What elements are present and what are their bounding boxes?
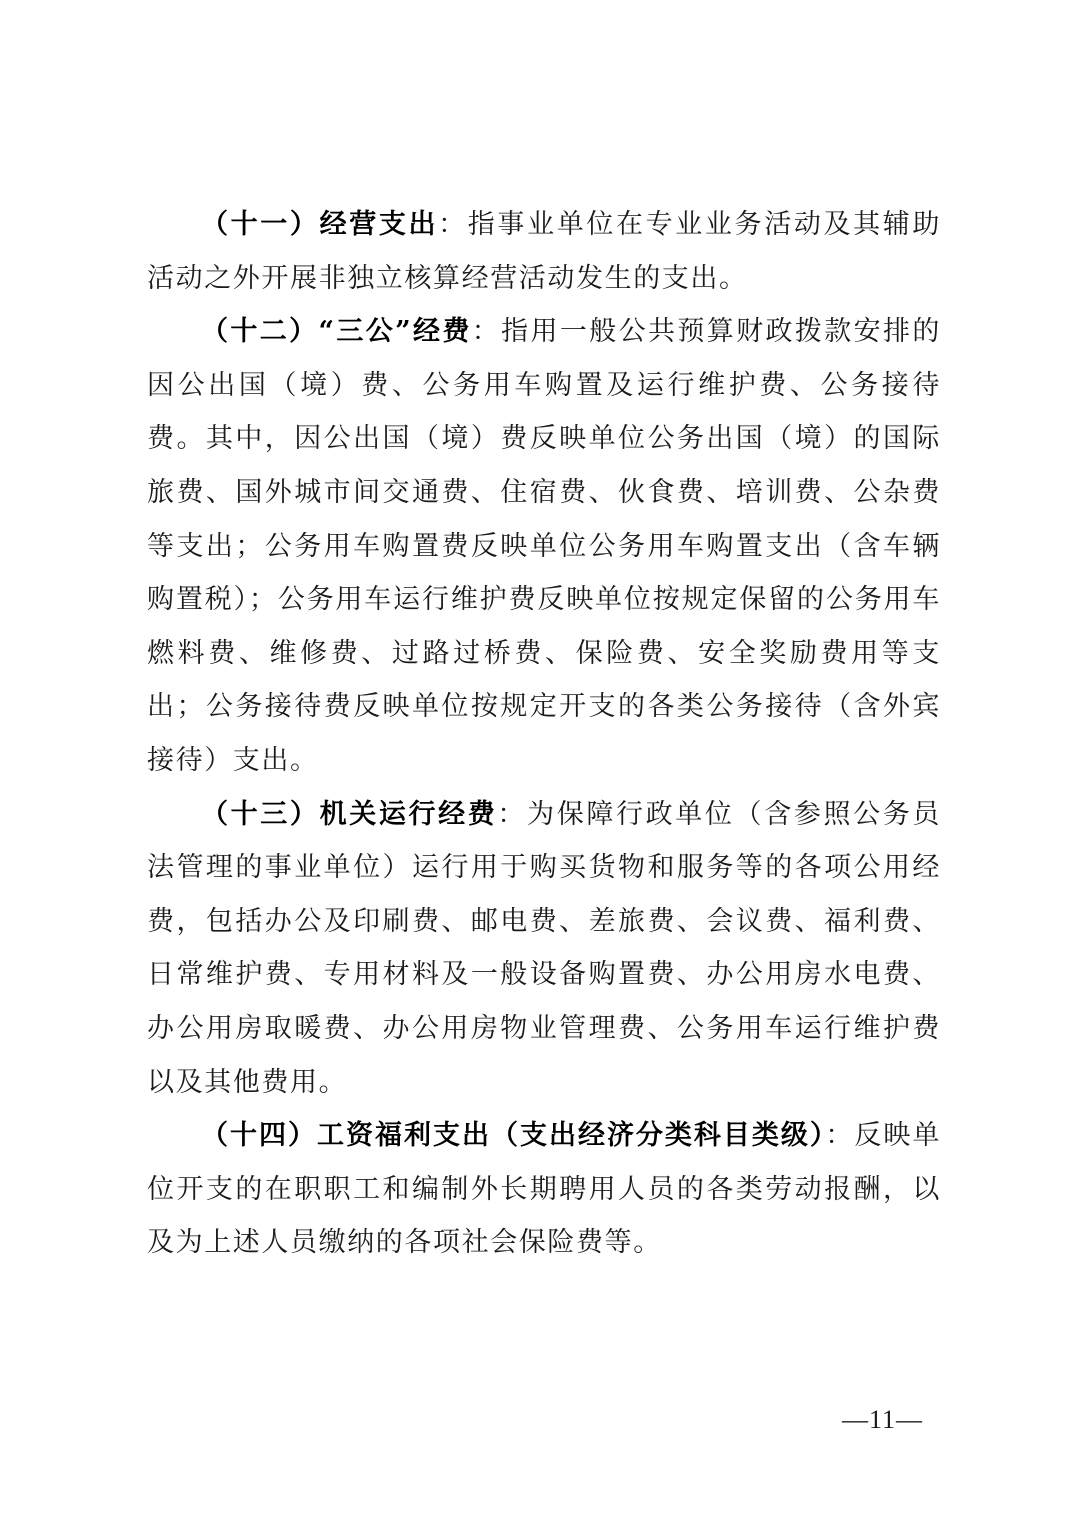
document-body	[147, 198, 941, 1270]
definition-agency-operating-funds: ：为保障行政单位（含参照公务员法管理的事业单位）运行用于购买货物和服务等的各项公用经费，包括办公及印刷费、邮电费、差旅费、会议费、福利费、日常维护费、专用材料及一般设备购置费、办公用房水电费、办公用房取暖费、办公用房物业管理费、公务用车运行维护费以及其他费用。	[147, 798, 942, 1098]
definition-wage-welfare-expenditure: ：反映单位开支的在职职工和编制外长期聘用人员的各类劳动报酬，以及为上述人员缴纳的各项社会保险费等。	[147, 1120, 941, 1259]
term-operating-expenditure: （十一）经营支出	[201, 209, 439, 240]
paragraph-agency-operating-funds	[147, 788, 941, 1110]
term-wage-welfare-expenditure: （十四）工资福利支出（支出经济分类科目类级）	[201, 1120, 826, 1152]
term-three-public-expenses: （十二）“三公”经费	[201, 316, 472, 348]
page-number: —11—	[842, 1405, 924, 1434]
definition-operating-expenditure: ：指事业单位在专业业务活动及其辅助活动之外开展非独立核算经营活动发生的支出。	[147, 209, 941, 294]
definition-three-public-expenses: ：指用一般公共预算财政拨款安排的因公出国（境）费、公务用车购置及运行维护费、公务接待费。其中，因公出国（境）费反映单位公务出国（境）的国际旅费、国外城市间交通费、住宿费、伙食费、培训费、公杂费等支出；公务用车购置费反映单位公务用车购置支出（含车辆购置税）；公务用车运行维护费反映单位按规定保留的公务用车燃料费、维修费、过路过桥费、保险费、安全奖励费用等支出；公务接待费反映单位按规定开支的各类公务接待（含外宾接待）支出。	[147, 316, 941, 776]
term-agency-operating-funds: （十三）机关运行经费	[201, 798, 498, 830]
paragraph-three-public-expenses	[147, 305, 941, 787]
paragraph-wage-welfare-expenditure	[147, 1109, 941, 1270]
paragraph-operating-expenditure	[147, 198, 941, 305]
